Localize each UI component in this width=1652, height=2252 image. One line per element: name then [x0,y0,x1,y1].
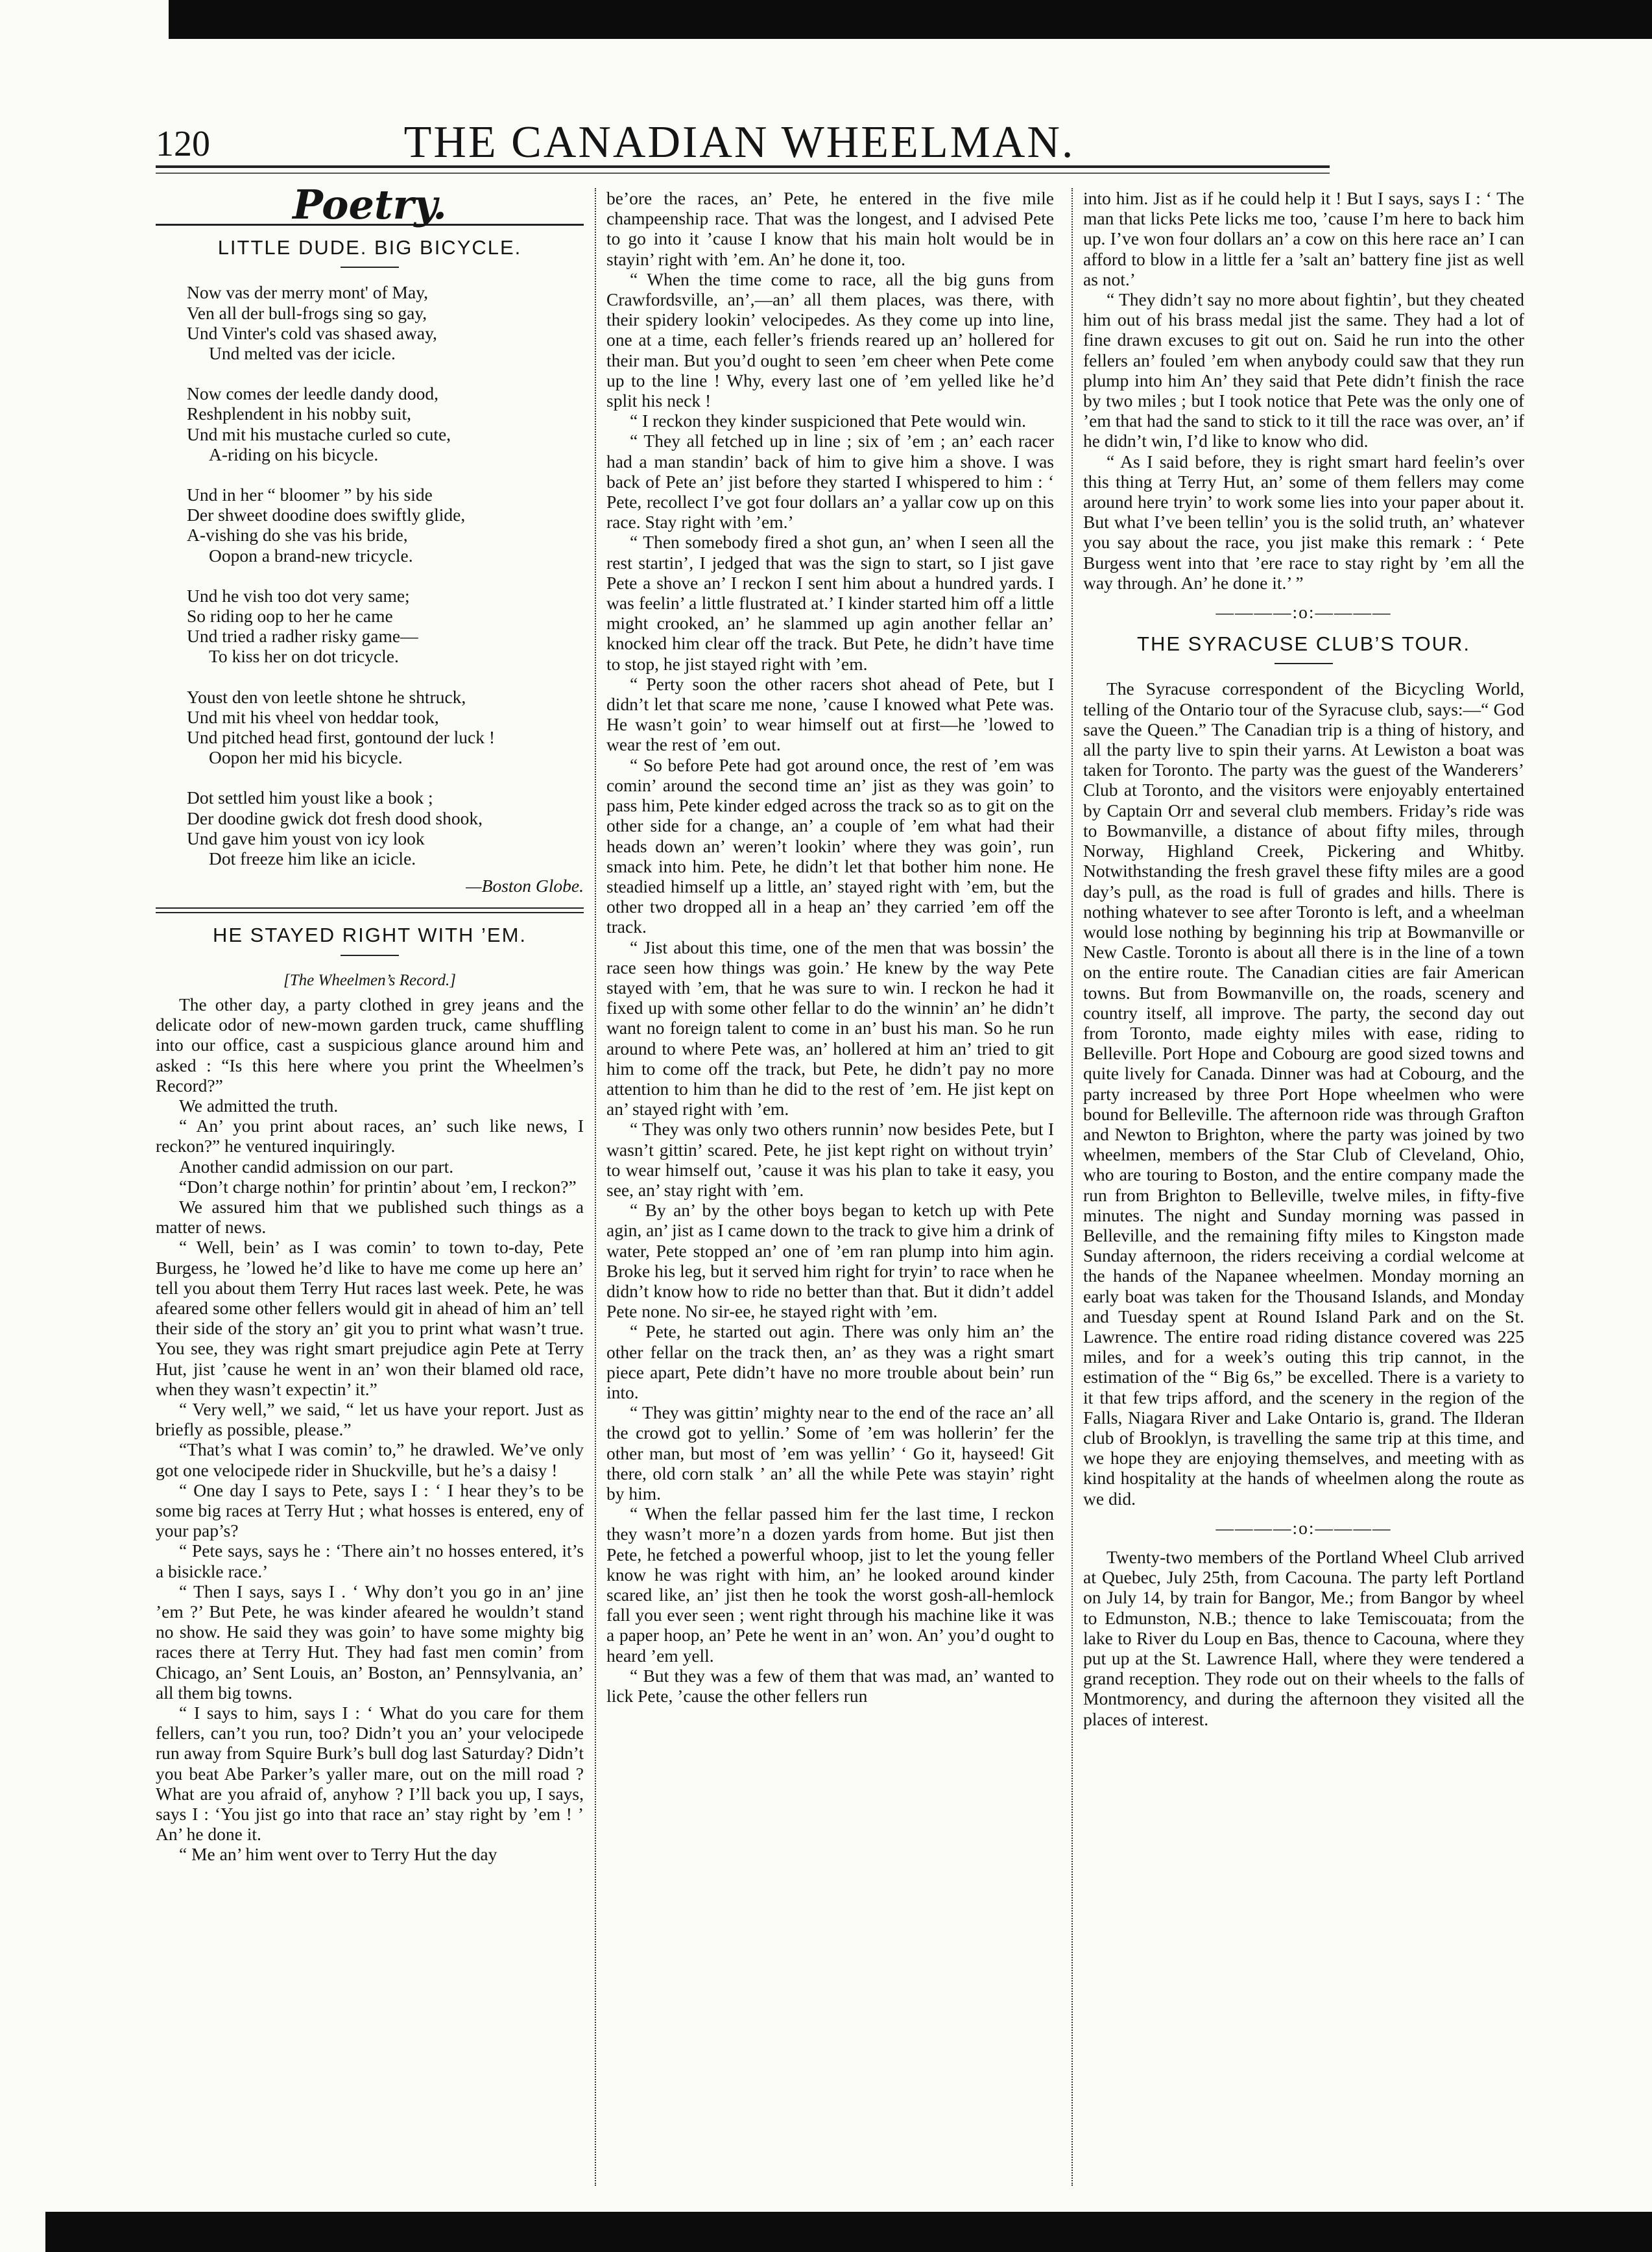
header-rule-thin [156,173,1330,174]
poetry-section-title: Poetry. [293,181,447,228]
column-2 [606,188,1054,1706]
column-rule-1 [595,188,596,2186]
poem-line: A-vishing do she vas his bride, [187,525,408,545]
section-divider: ————:o:———— [1215,602,1392,623]
paragraph: “ I says to him, says I : ‘ What do you care for them fellers, can’t you run, too? Didn’t you an’ your velocipede run away from Squire Burk’s bull dog last Saturday? Didn’t you beat Abe Parker’s yaller mare, out on the mill road ? What are you afraid of, anyhow ? I’ll back you up, I says, says I : ‘You jist go into that race an’ stay right by ’em ! ’ An’ he done it. [156,1703,584,1845]
paragraph: into him. Jist as if he could help it ! But I says, says I : ‘ The man that licks Pete licks me too, ’cause I’m here to back him up. I’ve won four dollars an’ a cow on this here race an’ I can afford to blow in a little fer a ’salt an’ battery fine jist as well as not.’ [1083,188,1524,289]
poem-line: Reshplendent in his nobby suit, [187,403,412,424]
poem-line: Und mit his vheel von heddar took, [187,706,439,727]
paragraph: “ Pete, he started out agin. There was only him an’ the other fellar on the track then, an’ as they was a right smart piece apart, Pete didn’t have no more trouble about bein’ run into. [606,1321,1054,1402]
poem-line: Und gave him youst von icy look [187,828,425,848]
poem-line: Oopon a brand-new tricycle. [209,545,413,566]
paragraph: “ Perty soon the other racers shot ahead of Pete, but I didn’t let that scare me none, ’cause I knowed what Pete was. He wasn’t goin’ to wear himself out at first—he ’lowed to wear the rest of ’em out. [606,673,1054,755]
poem-line: Und pitched head first, gontound der luck ! [187,727,496,748]
paragraph: “ They was only two others runnin’ now besides Pete, but I wasn’t gittin’ scared. Pete, he jist kept right on without tryin’ to wear himself out, ’cause it was his plan to take it easy, you see, an’ stay right with ’em. [606,1119,1054,1200]
poem-line: So riding oop to her he came [187,606,393,627]
paragraph: “ When the time come to race, all the big guns from Crawfordsville, an’,—an’ all them places, was there, with their spidery lookin’ velocipedes. As they come up into line, one at a time, each feller’s friends reared up an’ hollered for their man. But you’d ought to seen ’em cheer when Pete come up to the line ! Why, every last one of ’em yelled like he’d split his neck ! [606,269,1054,411]
poem-line: Oopon her mid his bicycle. [209,747,403,768]
paragraph: “That’s what I was comin’ to,” he drawled. We’ve only got one velocipede rider in Shuckville, but he’s a daisy ! [156,1439,584,1480]
paragraph: Twenty-two members of the Portland Wheel Club arrived at Quebec, July 25th, from Cacouna. The party left Portland on July 14, by train for Bangor, Me.; from Bangor by wheel to Edmunston, N.B.; thence to lake Temiscouata; from the lake to River du Loup en Bas, thence to Cacouna, where they put up at the St. Lawrence Hall, where they were tendered a grand reception. They rode out on their wheels to the falls of Montmorency, and during the afternoon they visited all the places of interest. [1083,1547,1524,1729]
paragraph: “ They was gittin’ mighty near to the end of the race an’ all the crowd got to yellin.’ Some of ’em was hollerin’ fer the other man, but most of ’em was yellin’ ‘ Go it, hayseed! Git there, old corn stalk ’ an’ all the while Pete was stayin’ right by him. [606,1402,1054,1503]
poem-line: Dot settled him youst like a book ; [187,787,433,808]
poem-attribution: —Boston Globe. [466,876,584,896]
paragraph: “ Then I says, says I . ‘ Why don’t you go in an’ jine ’em ?’ But Pete, he was kinder afeared he wouldn’t stand no show. He said they was goin’ to have some mighty big races there at Terry Hut. They had fast men comin’ from Chicago, an’ Sent Louis, an’ Boston, an’ Pennsylvania, an’ all them big towns. [156,1581,584,1703]
story-source: [The Wheelmen’s Record.] [283,971,456,989]
paragraph: “ By an’ by the other boys began to ketch up with Pete agin, an’ jist as I came down to the track to give him a drink of water, Pete stopped an’ one of ’em ran plump into him agin. Broke his leg, but it served him right for tryin’ to race when he didn’t know how to ride no better than that. But it didn’t addel Pete none. No sir-ee, he stayed right with ’em. [606,1200,1054,1322]
paragraph: “ One day I says to Pete, says I : ‘ I hear they’s to be some big races at Terry Hut ; what hosses is entered, eny of your pap’s? [156,1479,584,1541]
section-divider: ————:o:———— [1215,1517,1392,1538]
poem-line: Und melted vas der icicle. [209,343,396,364]
bottom-scan-border [45,2212,1652,2252]
tour-title-rule [1275,663,1333,664]
poem-stanza [187,383,584,464]
paragraph: “ Me an’ him went over to Terry Hut the day [179,1844,497,1865]
poem-stanza [187,787,584,868]
masthead-title: THE CANADIAN WHEELMAN. [403,117,1075,167]
paragraph: “ Pete says, says he : ‘There ain’t no hosses entered, it’s a bisickle race.’ [156,1540,584,1581]
poem-line: Youst den von leetle shtone he shtruck, [187,686,466,707]
paragraph: We assured him that we published such things as a matter of news. [156,1196,584,1238]
poem-stanza [187,485,584,566]
paragraph: “ They didn’t say no more about fightin’, but they cheated him out of his brass medal jist the same. They had a lot of fine drawn excuses to git out on. Said he run into the other fellers an’ fouled ’em when anybody could saw that they run plump into him An’ they said that Pete didn’t finish the race by two miles ; but I took notice that Pete was the only one of ’em that had the sand to stick to it till the race was over, an’ if he didn’t win, I’d like to know who did. [1083,289,1524,451]
top-scan-border [169,0,1652,39]
paragraph: “ An’ you print about races, an’ such like news, I reckon?” he ventured inquiringly. [156,1116,584,1156]
paragraph: The Syracuse correspondent of the Bicycling World, telling of the Ontario tour of the Syracuse club, says:—“ God save the Queen.” The Canadian trip is a thing of history, and all the party live to spin their yarns. At Lewiston a boat was taken for Toronto. The party was the guest of the Wanderers’ Club at Toronto, and the visitors were enjoyably entertained by Captain Orr and several club members. Friday’s ride was to Bowmanville, a distance of about fifty miles, through Norway, Highland Creek, Pickering and Whitby. Notwithstanding the fresh gravel these fifty miles are a good day’s pull, as the road is full of grades and hills. There is nothing whatever to see after Toronto is left, and a wheelman would lose nothing by beginning his trip at Bowmanville or New Castle. Toronto is about all there is in the line of a town on the entire route. The Canadian cities are fair American towns. But from Bowmanville on, the roads, scenery and country itself, all improve. The party, the second day out from Toronto, made eighty miles with ease, riding to Belleville. Port Hope and Cobourg are good sized towns and quite lively for Canada. Dinner was had at Cobourg, and the party increased by three Port Hope wheelmen who were bound for Belleville. The afternoon ride was through Grafton and Newton to Brighton, where the party was joined by two wheelmen, members of the Star Club of Cleveland, Ohio, who are touring to Boston, and the entire company made the run from Brighton to Belleville, twelve miles, in fifty-five minutes. The night and Sunday morning was passed in Belleville, and the remaining fifty miles to Kingston made Sunday afternoon, the riders receiving a cordial welcome at the hands of the Napanee wheelmen. Monday morning an early boat was taken for the Thousand Islands, and Monday and Tuesday spent at Round Island Park and on the St. Lawrence. The entire road riding distance covered was 225 miles, and for a week’s outing this trip cannot, in the estimation of the “ Big 6s,” be excelled. There is a variety to it that few trips afford, and the scenery in the region of the Falls, Niagara River and Lake Ontario is, grand. The Ilderan club of Brooklyn, is travelling the same trip at this time, and we hope they are enjoying themselves, and meeting with as kind hospitality at the hands of wheelmen along the route as we did. [1083,678,1524,1509]
paragraph: The other day, a party clothed in grey jeans and the delicate odor of new-mown garden truck, came shuffling into our office, cast a suspicious glance around him and asked : “Is this here where you print the Wheelmen’s Record?” [156,994,584,1096]
paragraph: “ They all fetched up in line ; six of ’em ; an’ each racer had a man standin’ back of him to give him a shove. I was back of Pete an’ jist before they started I whispered to him : ‘ Pete, recollect I’ve got four dollars an’ a yallar cow up on this race. Stay right with ’em.’ [606,431,1054,533]
paragraph: “ As I said before, they is right smart hard feelin’s over this thing at Terry Hut, an’ some of them fellers may come around here tryin’ to work some lies into your paper about it. But what I’ve been tellin’ you is the solid truth, an’ whatever you say about the race, you jist make this remark : ‘ Pete Burgess went into that ’ere race to stay right by ’em all the way through. An’ he done it.’ ” [1083,451,1524,593]
page-number: 120 [156,124,210,164]
paragraph: “ But they was a few of them that was mad, an’ wanted to lick Pete, ’cause the other fellers run [606,1665,1054,1707]
paragraph: “ Jist about this time, one of the men that was bossin’ the race seen how things was goin.’ He knew by the way Pete stayed with ’em, that he was sure to win. I reckon he had it fixed up with some other fellar to do the winnin’ an’ he didn’t want no foreign talent to come in an’ bust his man. So he run around to where Pete was, an’ hollered at him an’ tried to git him to come off the track, but Pete, he didn’t pay no more attention to him than he did to the rest of ’em. He jist kept on an’ stayed right with ’em. [606,937,1054,1120]
poem-stanza [187,586,584,667]
column-3 [1083,188,1524,1729]
page-header [156,104,1323,175]
paragraph: “ Very well,” we said, “ let us have your report. Just as briefly as possible, please.” [156,1398,584,1440]
poem-body [187,282,584,868]
paragraph: “ Well, bein’ as I was comin’ to town to-day, Pete Burgess, he ’lowed he’d like to have me come up here an’ tell you about them Terry Hut races last week. Pete, he was afeared some other fellers would git in ahead of him an’ tell their side of the story an’ git you to print what wasn’t true. You see, they was right smart prejudice agin Pete at Terry Hut, jist ’cause he went in an’ won their blamed old race, when they wasn’t expectin’ it.” [156,1237,584,1399]
poem-line: A-riding on his bicycle. [209,444,379,464]
poem-line: Der doodine gwick dot fresh dood shook, [187,808,483,828]
paragraph: be’ore the races, an’ Pete, he entered in the five mile champeenship race. That was the longest, and I advised Pete to go into it ’cause I know that his main holt would be in stayin’ right with ’em. An’ he done it, too. [606,188,1054,269]
column-1 [156,181,584,1865]
story-title: HE STAYED RIGHT WITH ’EM. [212,924,527,947]
poem-line: Dot freeze him like an icicle. [209,848,416,869]
section-double-rule [156,907,584,913]
poem-line: Und tried a radher risky game— [187,626,418,647]
header-rule [156,165,1330,168]
poem-line: Now vas der merry mont' of May, [187,282,429,303]
paragraph: “ So before Pete had got around once, the rest of ’em was comin’ around the second time an’ jist as they was goin’ to pass him, Pete kinder edged across the track so as to git on the other side for a change, an’ a couple of ’em what had their heads down an’ weren’t lookin’ where they was goin’, run smack into him. Pete, he didn’t let that bother him none. He steadied himself up a little, an’ stayed right with ’em, but the other two dropped all in a heap an’ they carried ’em off the track. [606,754,1054,937]
poem-title: LITTLE DUDE. BIG BICYCLE. [217,236,522,259]
poem-line: Ven all der bull-frogs sing so gay, [187,302,427,323]
paragraph: “Don’t charge nothin’ for printin’ about ’em, I reckon?” [179,1176,577,1197]
poem-line: Und mit his mustache curled so cute, [187,424,451,444]
poem-line: Und in her “ bloomer ” by his side [187,485,433,505]
paragraph: “ I reckon they kinder suspicioned that Pete would win. [630,411,1026,431]
poem-title-rule [341,267,399,268]
poem-line: Und Vinter's cold vas shased away, [187,322,437,343]
poem-line: To kiss her on dot tricycle. [209,646,399,667]
column-rule-2 [1071,188,1073,2186]
paragraph: “ Then somebody fired a shot gun, an’ when I seen all the rest startin’, I jedged that was the sign to start, so I jist gave Pete a shove an’ I reckon I sent him about a hundred yards. I was feelin’ a little flustrated at.’ I kinder started him off a little might crooked, an’ he slammed up agin another fellar an’ knocked him clear off the track. But Pete, he didn’t have time to stop, he jist stayed right with ’em. [606,532,1054,674]
story-title-rule [341,955,399,956]
paragraph: “ When the fellar passed him fer the last time, I reckon they wasn’t more’n a dozen yards from home. But jist then Pete, he fetched a powerful whoop, jist to let the young feller know he was right with him, an’ he looked around kinder scared like, an’ jist then he took the worst gosh-all-hemlock fall you ever seen ; went right through his machine like it was a paper hoop, an’ Pete he went in an’ won. An’ you’d ought to heard ’em yell. [606,1503,1054,1666]
poem-stanza [187,282,584,363]
paragraph: We admitted the truth. [179,1095,339,1116]
tour-title: THE SYRACUSE CLUB’S TOUR. [1137,632,1470,656]
poem-line: Der shweet doodine does swiftly glide, [187,505,466,525]
paragraph: Another candid admission on our part. [179,1156,454,1177]
poem-line: Now comes der leedle dandy dood, [187,383,438,404]
poem-stanza [187,687,584,768]
poem-line: Und he vish too dot very same; [187,585,410,606]
